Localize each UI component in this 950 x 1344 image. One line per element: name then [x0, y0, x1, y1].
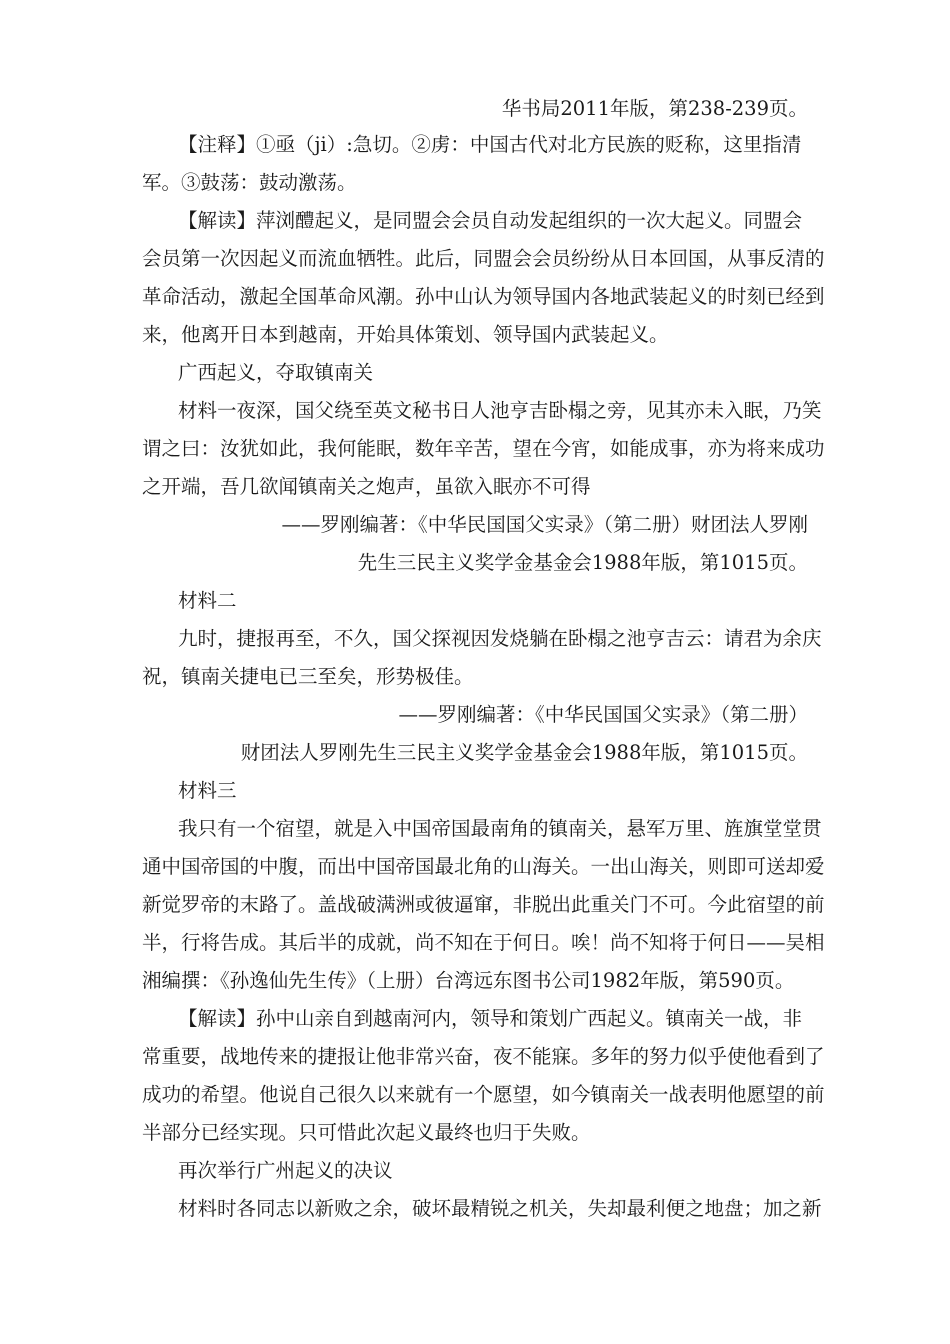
material-two-line: 祝，镇南关捷电已三至矣，形势极佳。 [142, 665, 474, 688]
material-label: 材料二 [178, 589, 237, 612]
material-three-line: 半，行将告成。其后半的成就，尚不知在于何日。唉！尚不知将于何日——吴相 [142, 931, 825, 954]
citation-line: 先生三民主义奖学金基金会1988年版，第1015页。 [357, 551, 808, 574]
citation-continuation: 华书局2011年版，第238-239页。 [501, 97, 808, 120]
interpretation-paragraph-line: 【解读】孙中山亲自到越南河内，领导和策划广西起义。镇南关一战，非 [178, 1007, 803, 1030]
interpretation-paragraph-line: 常重要，战地传来的捷报让他非常兴奋，夜不能寐。多年的努力似乎使他看到了 [142, 1045, 825, 1068]
annotation-paragraph-line: 军。③鼓荡：鼓动激荡。 [142, 171, 357, 194]
section-heading: 广西起义，夺取镇南关 [178, 361, 374, 384]
interpretation-paragraph-line: 会员第一次因起义而流血牺牲。此后，同盟会会员纷纷从日本回国，从事反清的 [142, 247, 825, 270]
material-one-line: 材料一夜深，国父绕至英文秘书日人池亨吉卧榻之旁，见其亦未入眠，乃笑 [178, 399, 822, 422]
section-heading: 再次举行广州起义的决议 [178, 1159, 393, 1182]
material-one-line: 谓之曰：汝犹如此，我何能眠，数年辛苦，望在今宵，如能成事，亦为将来成功 [142, 437, 825, 460]
citation-line: ——罗刚编著：《中华民国国父实录》（第二册）财团法人罗刚 [281, 513, 808, 536]
citation-line: ——罗刚编著：《中华民国国父实录》（第二册） [398, 703, 808, 726]
interpretation-paragraph-line: 革命活动，激起全国革命风潮。孙中山认为领导国内各地武装起义的时刻已经到 [142, 285, 825, 308]
material-line: 材料时各同志以新败之余，破坏最精锐之机关，失却最利便之地盘；加之新 [178, 1197, 822, 1220]
interpretation-paragraph-line: 来，他离开日本到越南，开始具体策划、领导国内武装起义。 [142, 323, 669, 346]
interpretation-paragraph-line: 【解读】萍浏醴起义，是同盟会会员自动发起组织的一次大起义。同盟会 [178, 209, 803, 232]
interpretation-paragraph-line: 成功的希望。他说自己很久以来就有一个愿望，如今镇南关一战表明他愿望的前 [142, 1083, 825, 1106]
material-two-line: 九时，捷报再至，不久，国父探视因发烧躺在卧榻之池亨吉云：请君为余庆 [178, 627, 822, 650]
material-one-line: 之开端，吾几欲闻镇南关之炮声，虽欲入眠亦不可得 [142, 475, 591, 498]
citation-line: 财团法人罗刚先生三民主义奖学金基金会1988年版，第1015页。 [240, 741, 808, 764]
material-three-line: 通中国帝国的中腹，而出中国帝国最北角的山海关。一出山海关，则即可送却爱 [142, 855, 825, 878]
material-three-line: 我只有一个宿望，就是入中国帝国最南角的镇南关，悬军万里、旌旗堂堂贯 [178, 817, 822, 840]
annotation-paragraph-line: 【注释】①亟（ji）:急切。②虏：中国古代对北方民族的贬称，这里指清 [178, 133, 802, 156]
interpretation-paragraph-line: 半部分已经实现。只可惜此次起义最终也归于失败。 [142, 1121, 591, 1144]
material-label: 材料三 [178, 779, 237, 802]
material-three-line: 湘编撰：《孙逸仙先生传》（上册）台湾远东图书公司1982年版，第590页。 [142, 969, 795, 992]
material-three-line: 新觉罗帝的末路了。盖战破满洲或彼逼窜，非脱出此重关门不可。今此宿望的前 [142, 893, 825, 916]
